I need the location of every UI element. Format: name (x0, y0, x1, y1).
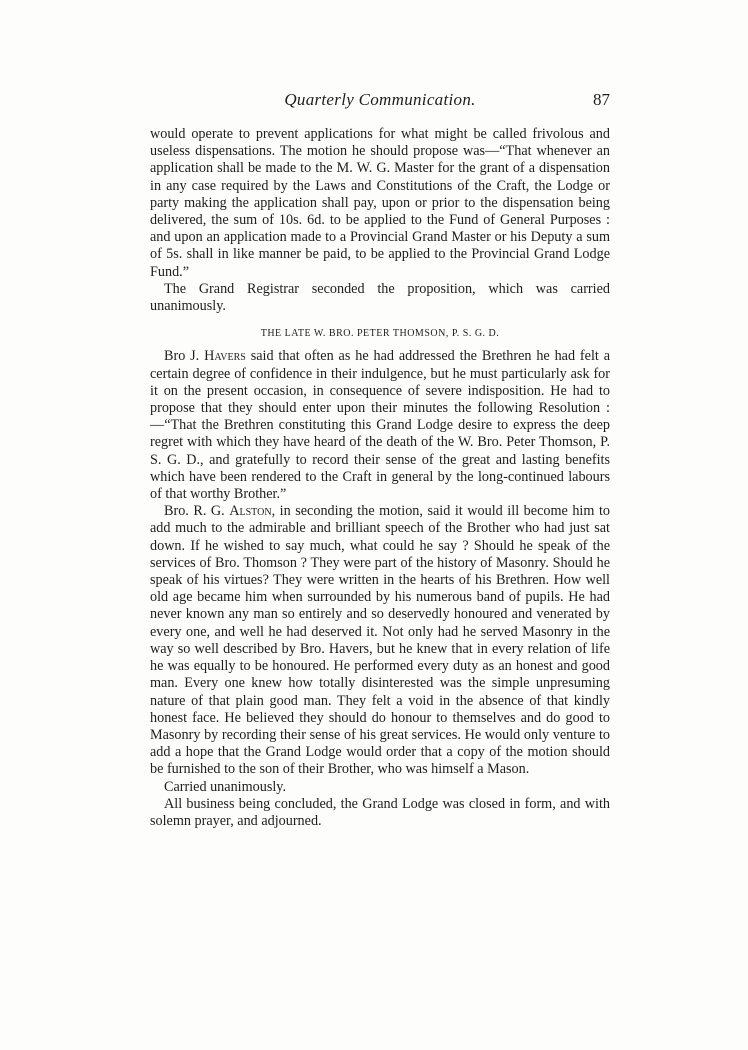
paragraph-carried: Carried unanimously. (164, 778, 287, 795)
paragraph-closing: All business being concluded, the Grand Lodge was closed in form, and with solemn prayer, and adjourned. (150, 795, 610, 829)
section-heading: THE LATE W. BRO. PETER THOMSON, P. S. G. D. (260, 328, 500, 340)
paragraph-alston-text: , in seconding the motion, said it would ill become him to add much to the admirable and brilliant speech of the Brother who had just sat down. If he wished to say much, what could he say ? Should he speak of the services of Bro. Thomson ? They were part of the history of Masonry. Should he speak of his virtues? They were written in the hearts of his Brethren. How well old age became him when surrounded by his numerous band of pupils. He had never known any man so entirely and so deservedly honoured and venerated by every one, and well he had deserved it. Not only had he served Masonry in the way so well described by Bro. Havers, but he knew that in every relation of life he was equally to be honoured. He performed every duty as an honest and good man. Every one knew how totally disinterested was the simple unpresuming nature of that plain good man. They felt a void in the absence of that kindly honest face. He believed they should do honour to themselves and do good to Masonry by recording their sense of his great services. He would only venture to add a hope that the Grand Lodge would order that a copy of the motion should be furnished to the son of their Brother, who was himself a Mason. (150, 503, 610, 778)
page-header (150, 90, 610, 114)
paragraph-havers (150, 348, 610, 503)
running-title: Quarterly Communication. (284, 90, 476, 109)
paragraph-havers-text: said that often as he had addressed the Brethren he had felt a certain degree of confidence in their indulgence, but he must particularly ask for it on the present occasion, in consequence of severe indisposition. He had to propose that they should enter upon their minutes the following Resolution :—“That the Brethren constituting this Grand Lodge desire to express the deep regret with which they have heard of the death of the W. Bro. Peter Thomson, P. S. G. D., and gratefully to record their sense of the great and lasting benefits which have been rendered to the Craft in general by the long-continued labours of that worthy Brother.” (150, 348, 610, 503)
paragraph-seconded: The Grand Registrar seconded the proposition, which was carried unanimously. (150, 280, 610, 315)
paragraph-continued-motion: would operate to prevent applications for what might be called frivolous and useless dispensations. The motion he should propose was—“That whenever an application shall be made to the M. W. G. Master for the grant of a dispensation in any case required by the Laws and Constitutions of the Craft, the Lodge or party making the application shall pay, upon or prior to the dispensation being delivered, the sum of 10s. 6d. to be applied to the Fund of General Purposes : and upon an application made to a Provincial Grand Master or his Deputy a sum of 5s. shall in like manner be paid, to be applied to the Provincial Grand Lodge Fund.” (150, 126, 610, 280)
speaker-name-alston: Alston (229, 503, 272, 520)
speaker-prefix: Bro J. (164, 348, 205, 365)
body-text (150, 126, 610, 830)
page-number: 87 (593, 90, 610, 109)
paragraph-alston (150, 503, 610, 778)
speaker-name-havers: Havers (204, 348, 246, 365)
speaker-prefix: Bro. R. G. (164, 503, 230, 520)
